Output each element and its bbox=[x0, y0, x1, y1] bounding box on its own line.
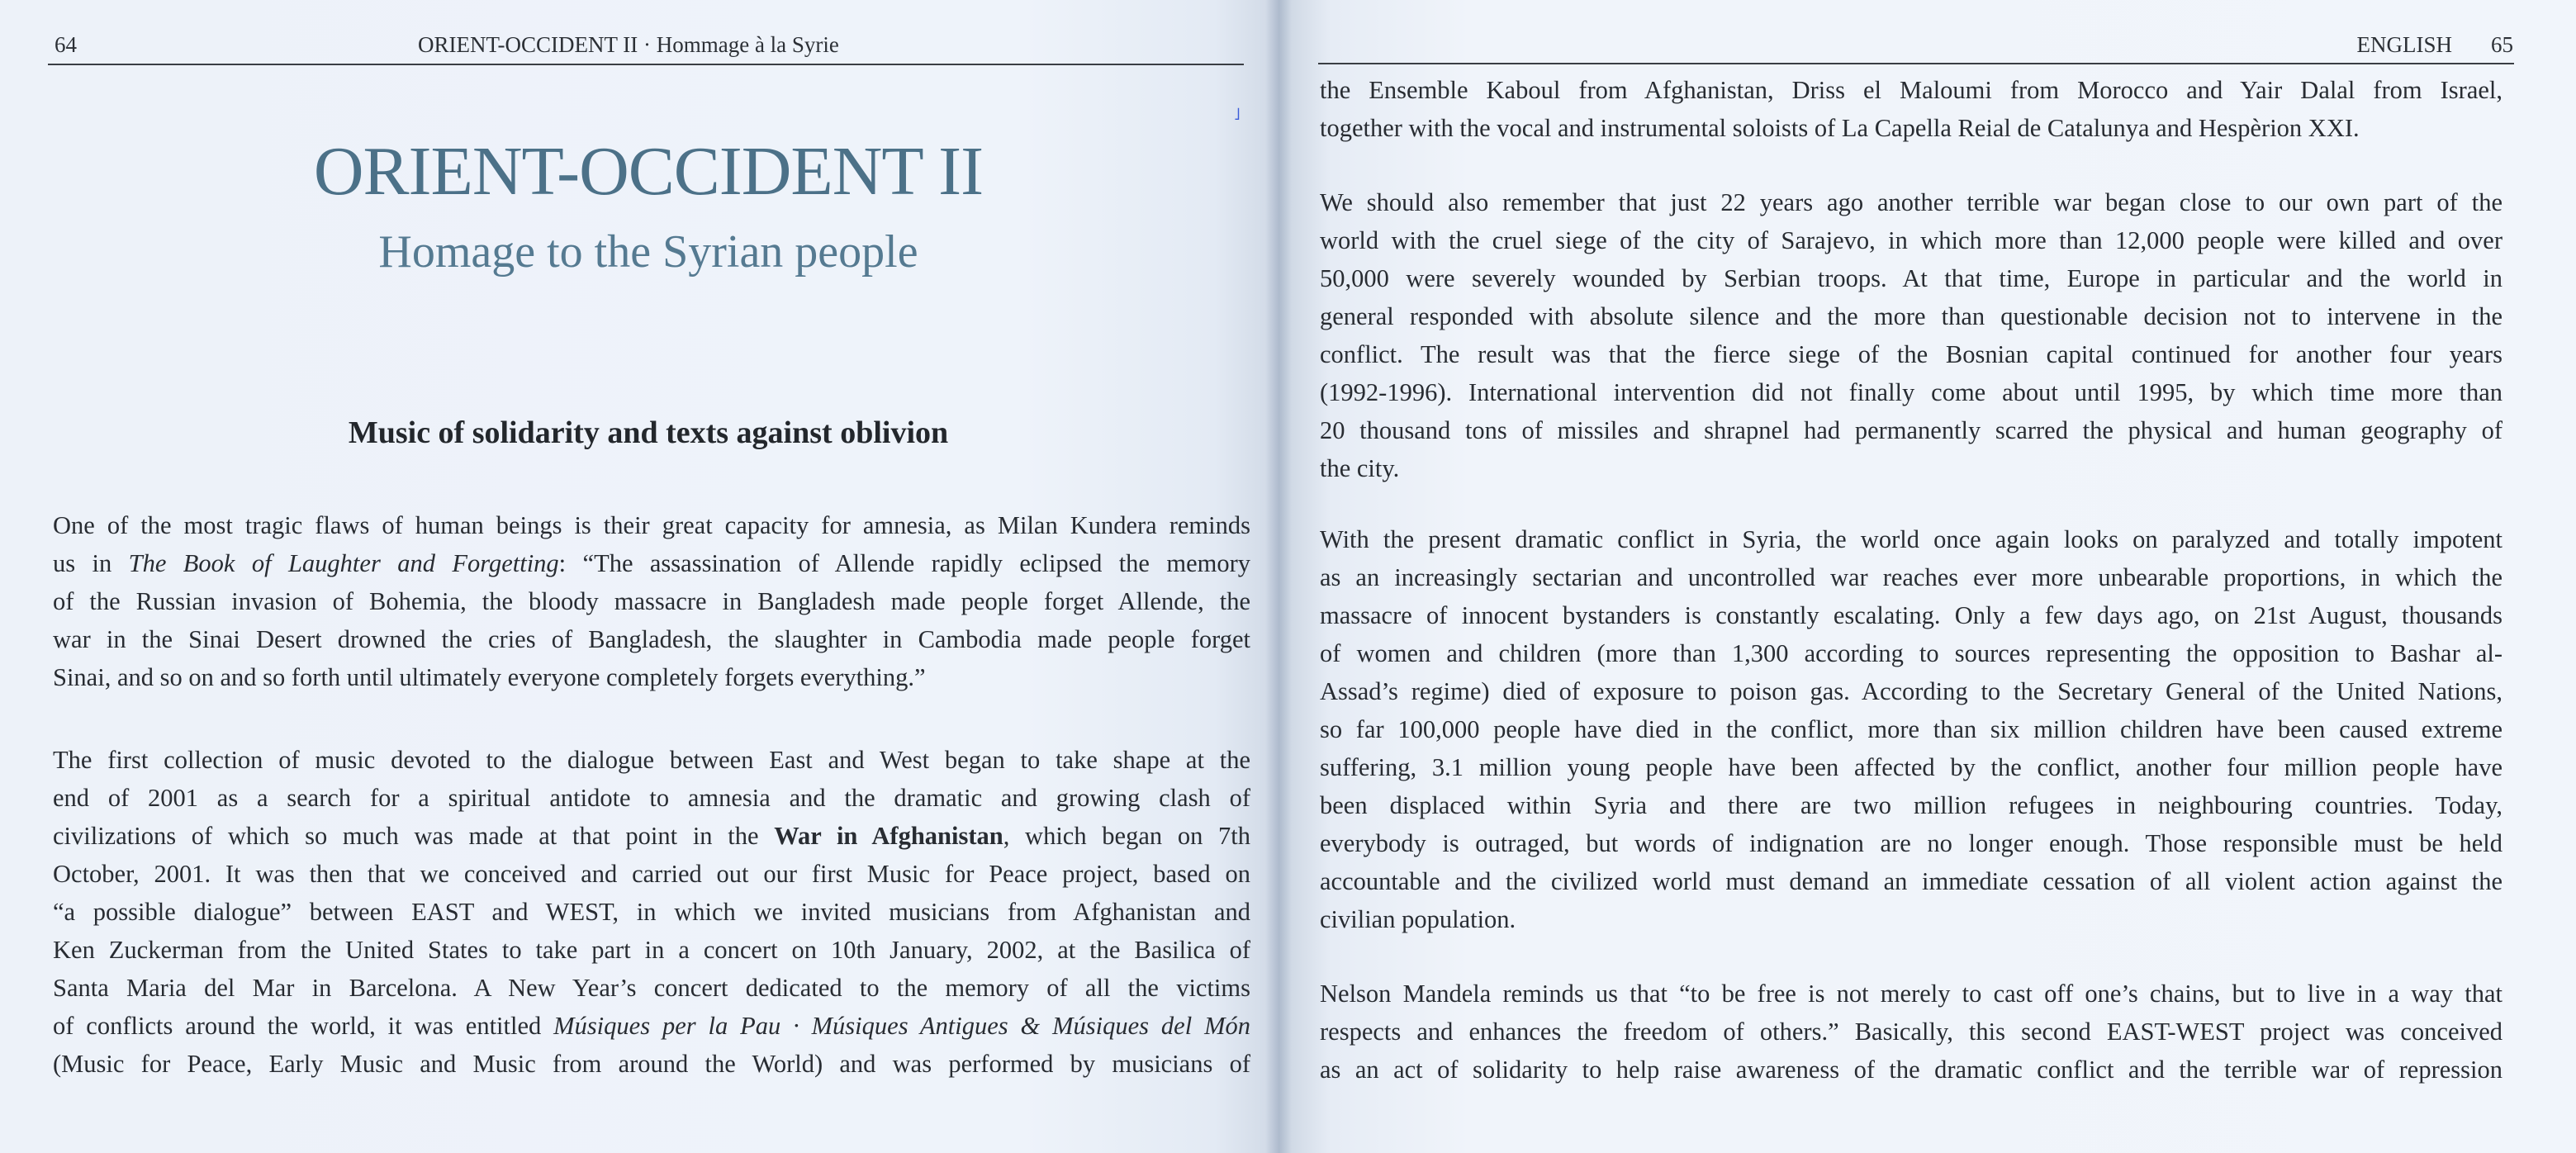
page-subtitle: Homage to the Syrian people bbox=[378, 226, 918, 278]
text-line: world with the cruel siege of the city of Sarajevo, in which more than 12,000 people were killed and over bbox=[1320, 226, 2502, 254]
language-label: ENGLISH bbox=[2356, 32, 2452, 57]
text-line: One of the most tragic flaws of human beings is their great capacity for amnesia, as Milan Kundera reminds bbox=[53, 511, 1250, 539]
text-line: accountable and the civilized world must demand an immediate cessation of all violent action against the bbox=[1320, 867, 2502, 895]
text-line: Santa Maria del Mar in Barcelona. A New Year’s concert dedicated to the memory of all the victims bbox=[53, 974, 1250, 1002]
text-line: (1992-1996). International intervention did not finally come about until 1995, by which time more than bbox=[1320, 378, 2502, 406]
text-line: the Ensemble Kaboul from Afghanistan, Driss el Maloumi from Morocco and Yair Dalal from Israel, bbox=[1320, 76, 2502, 104]
header-rule bbox=[1318, 63, 2514, 64]
text-line: us in The Book of Laughter and Forgetting: “The assassination of Allende rapidly eclipsed the memory bbox=[53, 549, 1251, 577]
text-line: everybody is outraged, but words of indignation are no longer enough. Those responsible must be held bbox=[1320, 829, 2502, 857]
text-line: war in the Sinai Desert drowned the cries of Bangladesh, the slaughter in Cambodia made people forget bbox=[53, 625, 1250, 653]
text-line: suffering, 3.1 million young people have been affected by the conflict, another four million people have bbox=[1320, 753, 2502, 781]
page-number: 65 bbox=[2491, 32, 2513, 57]
text-line: conflict. The result was that the fierce siege of the Bosnian capital continued for another four years bbox=[1320, 340, 2502, 368]
paragraph bbox=[1320, 183, 2502, 487]
text-line: been displaced within Syria and there are two million refugees in neighbouring countries. Today, bbox=[1320, 791, 2502, 819]
concert-title: Músiques per la Pau · Músiques Antigues & Músiques del Món bbox=[553, 1012, 1250, 1040]
paragraph bbox=[1320, 71, 2502, 147]
text-line: as an increasingly sectarian and uncontrolled war reaches ever more unbearable proportions, in which the bbox=[1320, 563, 2502, 591]
emphasis-bold: War in Afghanistan bbox=[774, 822, 1003, 850]
section-heading: Music of solidarity and texts against oblivion bbox=[348, 415, 949, 450]
text-line: Sinai, and so on and so forth until ultimately everyone completely forgets everything.” bbox=[53, 663, 926, 691]
running-title: ORIENT-OCCIDENT II · Hommage à la Syrie bbox=[418, 32, 839, 57]
header-rule bbox=[48, 64, 1244, 65]
page-title: ORIENT-OCCIDENT II bbox=[313, 133, 984, 210]
text-line: civilizations of which so much was made at that point in the War in Afghanistan, which began on 7th bbox=[53, 822, 1250, 850]
book-title: The Book of Laughter and Forgetting bbox=[128, 549, 559, 577]
margin-mark: ˩ bbox=[1234, 106, 1241, 124]
text-line: Ken Zuckerman from the United States to take part in a concert on 10th January, 2002, at the Basilica of bbox=[53, 936, 1250, 964]
text-line: as an act of solidarity to help raise awareness of the dramatic conflict and the terrible war of repression bbox=[1320, 1056, 2502, 1084]
text-line: (Music for Peace, Early Music and Music from around the World) and was performed by musicians of bbox=[53, 1050, 1250, 1078]
text-line: Assad’s regime) died of exposure to poison gas. According to the Secretary General of the United Nations, bbox=[1320, 677, 2502, 705]
text-line: together with the vocal and instrumental soloists of La Capella Reial de Catalunya and Hespèrion XXI. bbox=[1320, 114, 2360, 142]
text-line: of women and children (more than 1,300 according to sources representing the opposition to Bashar al- bbox=[1320, 639, 2502, 667]
text-line: end of 2001 as a search for a spiritual antidote to amnesia and the dramatic and growing clash of bbox=[53, 784, 1250, 812]
text-line: massacre of innocent bystanders is constantly escalating. Only a few days ago, on 21st August, thousands bbox=[1320, 601, 2502, 629]
book-gutter bbox=[1265, 0, 1292, 1153]
text-line: “a possible dialogue” between EAST and WEST, in which we invited musicians from Afghanistan and bbox=[53, 898, 1250, 926]
text-line: 50,000 were severely wounded by Serbian troops. At that time, Europe in particular and the world in bbox=[1320, 264, 2502, 292]
paragraph bbox=[1320, 975, 2502, 1089]
paragraph bbox=[53, 506, 1250, 696]
paragraph bbox=[1320, 520, 2502, 938]
text-line: civilian population. bbox=[1320, 905, 1516, 933]
page-number: 64 bbox=[55, 32, 77, 57]
text-line: Nelson Mandela reminds us that “to be free is not merely to cast off one’s chains, but to live in a way that bbox=[1320, 980, 2502, 1008]
text-line: the city. bbox=[1320, 454, 1400, 482]
text-line: so far 100,000 people have died in the conflict, more than six million children have been caused extreme bbox=[1320, 715, 2502, 743]
text-line: With the present dramatic conflict in Syria, the world once again looks on paralyzed and totally impotent bbox=[1320, 525, 2502, 553]
text-line: respects and enhances the freedom of others.” Basically, this second EAST-WEST project was conceived bbox=[1320, 1018, 2502, 1046]
text-line: The first collection of music devoted to the dialogue between East and West began to take shape at the bbox=[53, 746, 1250, 774]
text-line: of the Russian invasion of Bohemia, the bloody massacre in Bangladesh made people forget Allende, the bbox=[53, 587, 1250, 615]
paragraph bbox=[53, 741, 1250, 1083]
text-line: general responded with absolute silence and the more than questionable decision not to intervene in the bbox=[1320, 302, 2502, 330]
text-line: 20 thousand tons of missiles and shrapnel had permanently scarred the physical and human geography of bbox=[1320, 416, 2502, 444]
text-line: of conflicts around the world, it was entitled Músiques per la Pau · Músiques Antigues & Músiques del Món bbox=[53, 1012, 1250, 1040]
right-page bbox=[1279, 0, 2576, 1153]
left-page bbox=[0, 0, 1279, 1153]
text-line: We should also remember that just 22 years ago another terrible war began close to our own part of the bbox=[1320, 188, 2502, 216]
text-line: October, 2001. It was then that we conceived and carried out our first Music for Peace project, based on bbox=[53, 860, 1250, 888]
